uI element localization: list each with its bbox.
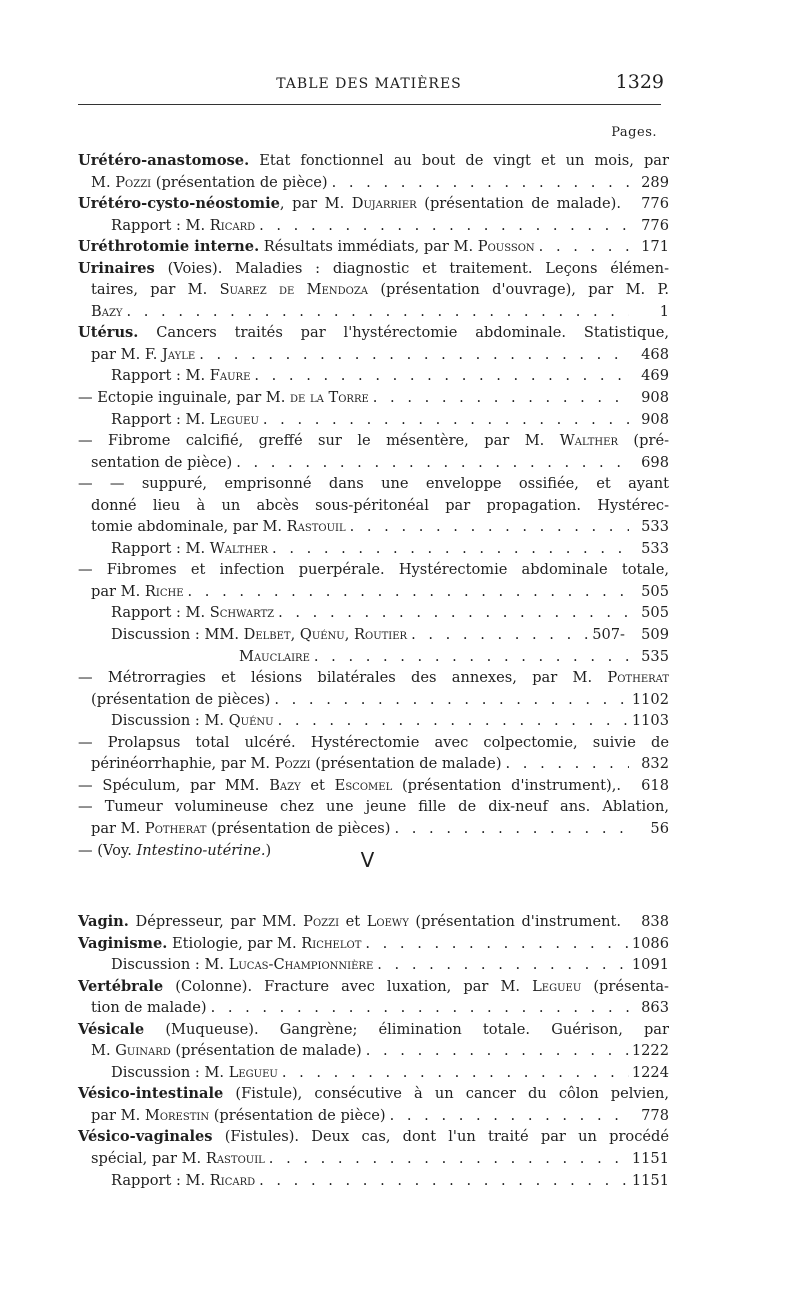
index-line: Vertébrale (Colonne). Fracture avec luxation, par M. Legueu (présenta- [78, 977, 669, 995]
author-name: Suarez de Mendoza [219, 281, 369, 299]
index-line: par M. F. Jayle . . . 468 [78, 344, 669, 366]
index-line: — Métrorragies et lésions bilatérales des annexes, par M. Potherat [78, 669, 669, 687]
author-name: Potherat [607, 669, 669, 687]
index-line: périnéorrhaphie, par M. Pozzi (présentation de malade) . . . 832 [78, 753, 669, 775]
index-line: Rapport : M. Ricard . . . 1151 [78, 1170, 669, 1192]
author-name: Ricard [209, 1171, 256, 1189]
page-ref: 698 [641, 453, 669, 471]
author-name: Pousson [477, 238, 535, 256]
index-line: Vésicale (Muqueuse). Gangrène; élimination totale. Guérison, par [78, 1020, 669, 1038]
running-head-title: TABLE DES MATIÈRES [276, 76, 462, 92]
author-name: Walther [209, 539, 269, 557]
page-ref: 908 [641, 410, 669, 428]
entry-heading: Vertébrale [78, 977, 164, 995]
index-line: tion de malade) . . . 863 [78, 997, 669, 1019]
author-name: Pozzi [274, 755, 311, 773]
author-name: Lucas-Championnière [228, 956, 374, 974]
entry-heading: Vésicale [78, 1020, 145, 1038]
index-line: tomie abdominale, par M. Rastouil . . . 533 [78, 516, 669, 538]
page-ref: 776 [641, 216, 669, 234]
index-line: Rapport : M. Faure . . . 469 [78, 365, 669, 387]
author-name: Mauclaire [239, 647, 310, 665]
author-name: Bazy [91, 302, 123, 320]
page-ref: 468 [641, 345, 669, 363]
entry-heading: Vésico-intestinale [78, 1085, 224, 1103]
page-ref: 509 [641, 626, 669, 644]
author-name: de la Torre [290, 389, 369, 407]
index-line: Utérus. Cancers traités par l'hystérectomie abdominale. Statistique, [78, 324, 669, 342]
page-ref: 1091 [631, 956, 669, 974]
author-name: Pozzi [303, 913, 340, 930]
author-name: Escomel [334, 776, 393, 794]
page-ref: 1102 [631, 690, 669, 708]
author-name: Ricard [209, 216, 256, 234]
index-line: Rapport : M. Legueu . . . 908 [78, 409, 669, 431]
index-line: — Spéculum, par MM. Bazy et Escomel (présentation d'instrument),. 618 [78, 775, 669, 797]
index-line: M. Pozzi (présentation de pièce) . . . 289 [78, 172, 669, 194]
page-ref: 535 [641, 647, 669, 665]
page-ref: 505 [641, 582, 669, 600]
index-line: Rapport : M. Walther . . . 533 [78, 538, 669, 560]
index-line: Urétéro-cysto-néostomie, par M. Dujarrier (présentation de malade). 776 [78, 193, 669, 215]
cross-reference: Intestino-utérine. [136, 841, 266, 859]
author-name: Potherat [144, 819, 207, 837]
index-line: — (Voy. Intestino-utérine.) [78, 841, 272, 859]
page-ref: 838 [641, 913, 669, 930]
section-letter: V [360, 848, 375, 872]
index-line: — Fibrome calcifié, greffé sur le mésentère, par M. Walther (pré- [78, 432, 670, 450]
page-ref: 776 [641, 195, 669, 213]
page-ref: 533 [641, 518, 669, 536]
index-line: — Fibromes et infection puerpérale. Hystérectomie abdominale totale, [78, 561, 669, 579]
index-section-v [78, 911, 669, 1191]
index-line: Vagin. Dépresseur, par MM. Pozzi et Loewy (présentation d'instrument. 838 [78, 911, 669, 933]
entry-heading: Vésico-vaginales [78, 1128, 213, 1146]
author-name: Morestin [144, 1106, 210, 1124]
page-ref: 1086 [631, 934, 669, 952]
index-line: par M. Riche . . . 505 [78, 581, 669, 603]
index-line: Urinaires (Voies). Maladies : diagnostic et traitement. Leçons élémen- [78, 259, 669, 277]
entry-heading: Uréthrotomie interne. [78, 238, 260, 256]
index-line: — Tumeur volumineuse chez une jeune fille de dix-neuf ans. Ablation, [78, 798, 669, 816]
pages-column-label: Pages. [611, 125, 657, 140]
author-name: Guinard [115, 1042, 171, 1060]
author-name: Faure [209, 367, 251, 385]
entry-heading: Utérus. [78, 324, 139, 342]
index-line: sentation de pièce) . . . 698 [78, 452, 669, 474]
index-line: Urétéro-anastomose. Etat fonctionnel au bout de vingt et un mois, par [78, 152, 669, 169]
page-ref: 56 [650, 819, 669, 837]
author-name: Loewy [366, 913, 409, 930]
index-line: (présentation de pièces) . . . 1102 [78, 689, 669, 711]
index-line [78, 301, 669, 323]
page-ref: 908 [641, 389, 669, 407]
author-name: Pozzi [115, 173, 152, 191]
page-ref: 1103 [631, 712, 669, 730]
header-rule [78, 104, 661, 105]
author-name: Bazy [269, 776, 301, 794]
index-section-u [78, 150, 669, 861]
index-line: — — suppuré, emprisonné dans une enveloppe ossifiée, et ayant [78, 475, 669, 493]
index-line: Discussion : MM. Delbet, Quénu, Routier . . . 507- 509 [78, 624, 669, 646]
author-name: Legueu [532, 977, 582, 995]
page-ref: 1222 [631, 1042, 669, 1060]
entry-heading: Vagin. [78, 913, 129, 930]
index-line: M. Guinard (présentation de malade) . . . 1222 [78, 1040, 669, 1062]
index-line: taires, par M. Suarez de Mendoza (présentation d'ouvrage), par M. P. [91, 281, 669, 299]
author-name: Walther [559, 432, 618, 450]
index-line: spécial, par M. Rastouil . . . 1151 [78, 1148, 669, 1170]
entry-heading: Vaginisme. [78, 934, 168, 952]
author-name: Rastouil [286, 518, 346, 536]
author-name: Rastouil [205, 1150, 265, 1168]
index-line: Discussion : M. Legueu . . . 1224 [78, 1062, 669, 1084]
author-name: Legueu [209, 410, 259, 428]
page-ref: 1224 [631, 1063, 669, 1081]
page-ref: 171 [641, 238, 669, 256]
author-name: Schwartz [209, 604, 275, 622]
author-name: Delbet, Quénu, Routier [243, 626, 408, 644]
index-line: Rapport : M. Ricard . . . 776 [78, 215, 669, 237]
page-ref: 533 [641, 539, 669, 557]
page-ref: 1151 [631, 1150, 669, 1168]
page-number: 1329 [615, 71, 664, 93]
page-ref: 505 [641, 604, 669, 622]
author-name: Dujarrier [351, 195, 417, 213]
index-line: Vésico-vaginales (Fistules). Deux cas, dont l'un traité par un procédé [78, 1128, 669, 1146]
page-ref: 1 [659, 302, 669, 320]
page-ref: 469 [641, 367, 669, 385]
page-ref-start: 507- [592, 626, 625, 644]
running-head [78, 71, 664, 98]
entry-heading: Urinaires [78, 259, 155, 277]
index-line: donné lieu à un abcès sous-péritonéal par propagation. Hystérec- [91, 496, 669, 514]
index-line [78, 646, 669, 668]
page-ref: 863 [641, 999, 669, 1017]
author-name: Legueu [228, 1063, 278, 1081]
index-line: Discussion : M. Quénu . . . 1103 [78, 710, 669, 732]
index-line: — Ectopie inguinale, par M. de la Torre . . . 908 [78, 387, 669, 409]
page-ref: 778 [641, 1106, 669, 1124]
page-ref: 618 [641, 776, 669, 794]
index-line: par M. Potherat (présentation de pièces) . . . 56 [78, 818, 669, 840]
author-name: Quénu [228, 712, 274, 730]
author-name: Riche [144, 582, 184, 600]
index-line: Vaginisme. Etiologie, par M. Richelot . . . 1086 [78, 933, 669, 955]
author-name: Jayle [162, 345, 196, 363]
entry-heading: Urétéro-anastomose. [78, 152, 250, 169]
index-line: Rapport : M. Schwartz . . . 505 [78, 602, 669, 624]
author-name: Richelot [301, 934, 362, 952]
page-ref: 289 [641, 173, 669, 191]
index-line: — Prolapsus total ulcéré. Hystérectomie avec colpectomie, suivie de [78, 733, 669, 751]
entry-heading: Urétéro-cysto-néostomie [78, 195, 280, 213]
index-line: par M. Morestin (présentation de pièce) . . . 778 [78, 1105, 669, 1127]
index-line: Discussion : M. Lucas-Championnière . . . 1091 [78, 954, 669, 976]
index-line: Uréthrotomie interne. Résultats immédiats, par M. Pousson . . . 171 [78, 236, 669, 258]
page-ref: 832 [641, 755, 669, 773]
index-line: Vésico-intestinale (Fistule), consécutive à un cancer du côlon pelvien, [78, 1085, 669, 1103]
page-ref: 1151 [631, 1171, 669, 1189]
